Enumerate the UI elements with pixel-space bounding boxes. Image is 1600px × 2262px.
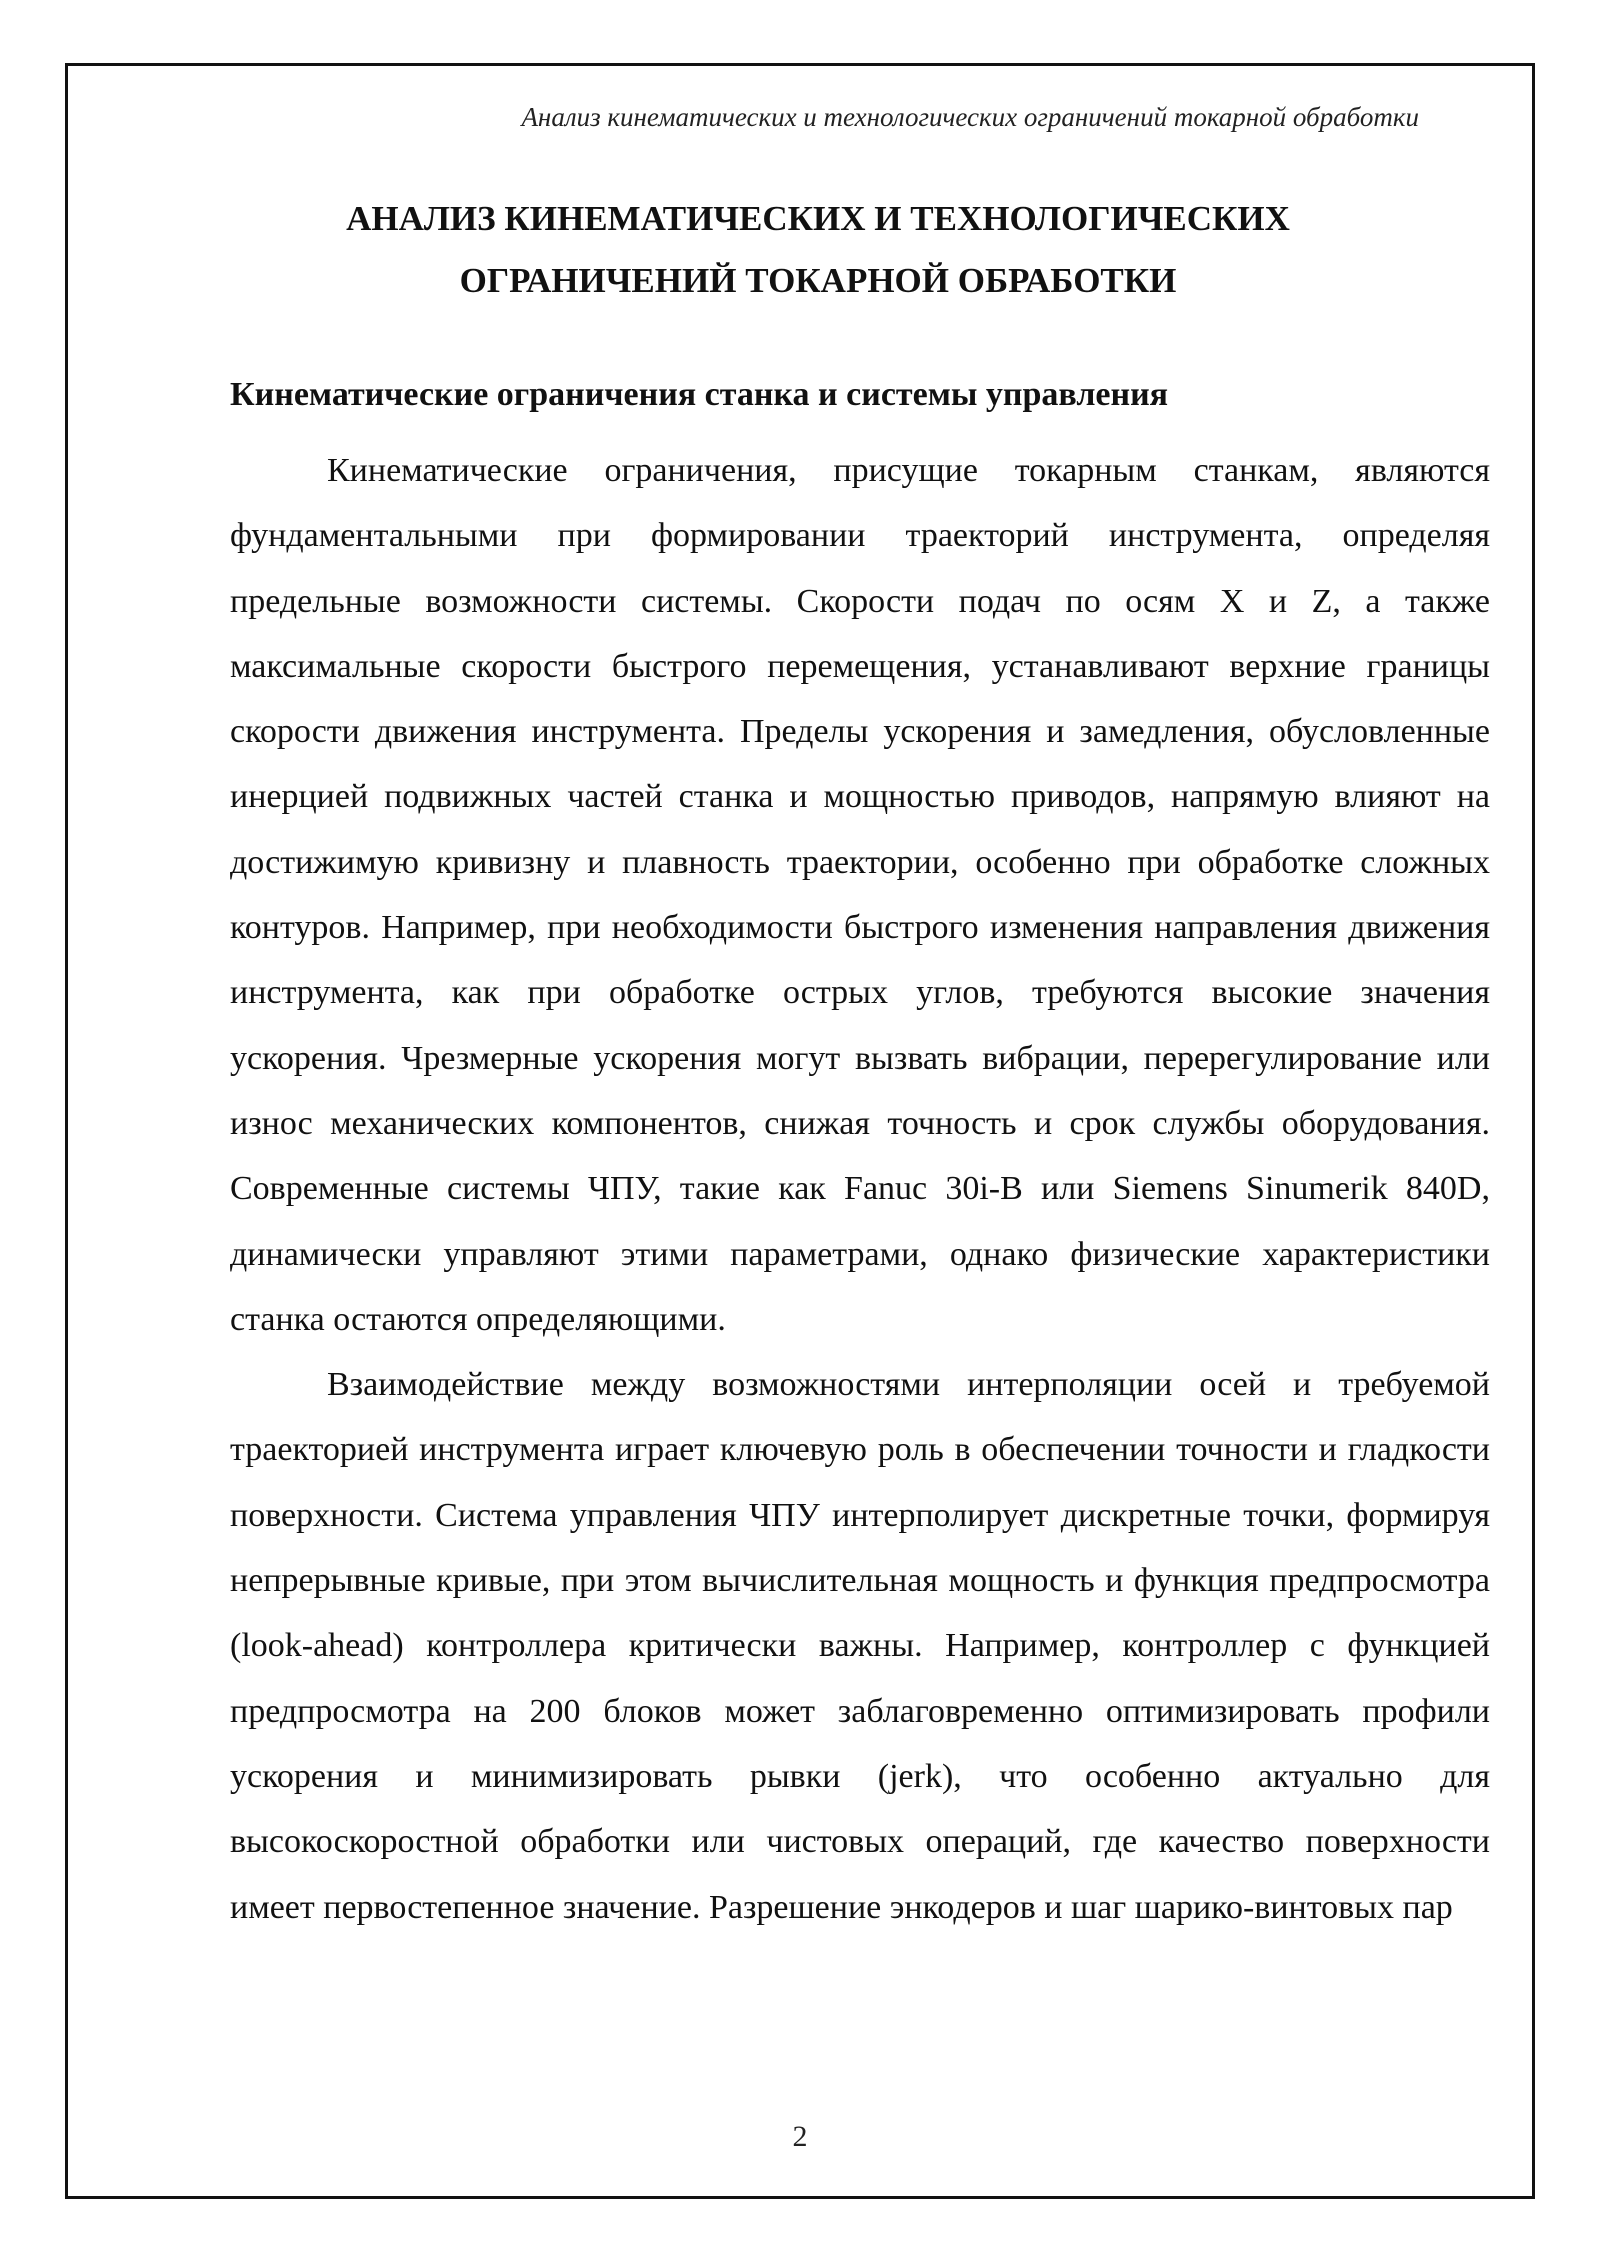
document-title-line-1: АНАЛИЗ КИНЕМАТИЧЕСКИХ И ТЕХНОЛОГИЧЕСКИХ [346,199,1290,238]
section-heading: Кинематические ограничения станка и системы управления [230,376,1169,413]
document-title [228,188,1408,312]
page-frame [65,63,1535,2199]
body-paragraph-1: Кинематические ограничения, присущие токарным станкам, являются фундаментальными при формировании траекторий инструмента, определяя предельные возможности системы. Скорости подач по осям X и Z, а также максимальные скорости быстрого перемещения, устанавливают верхние границы скорости движения инструмента. Пределы ускорения и замедления, обусловленные инерцией подвижных частей станка и мощностью приводов, напрямую влияют на достижимую кривизну и плавность траектории, особенно при обработке сложных контуров. Например, при необходимости быстрого изменения направления движения инструмента, как при обработке острых углов, требуются высокие значения ускорения. Чрезмерные ускорения могут вызвать вибрации, перерегулирование или износ механических компонентов, снижая точность и срок службы оборудования. Современные системы ЧПУ, такие как Fanuc 30i-B или Siemens Sinumerik 840D, динамически управляют этими параметрами, однако физические характеристики станка остаются определяющими. [230,452,1490,1338]
body-paragraph-2: Взаимодействие между возможностями интерполяции осей и требуемой траекторией инструмента играет ключевую роль в обеспечении точности и гладкости поверхности. Система управления ЧПУ интерполирует дискретные точки, формируя непрерывные кривые, при этом вычислительная мощность и функция предпросмотра (look-ahead) контроллера критически важны. Например, контроллер с функцией предпросмотра на 200 блоков может заблаговременно оптимизировать профили ускорения и минимизировать рывки (jerk), что особенно актуально для высокоскоростной обработки или чистовых операций, где качество поверхности имеет первостепенное значение. Разрешение энкодеров и шаг шарико-винтовых пар [230,1366,1490,1926]
running-header: Анализ кинематических и технологических ограничений токарной обработки [521,102,1419,132]
page-number: 2 [792,2120,808,2153]
document-body [230,364,1490,1940]
document-title-line-2: ОГРАНИЧЕНИЙ ТОКАРНОЙ ОБРАБОТКИ [459,261,1177,300]
